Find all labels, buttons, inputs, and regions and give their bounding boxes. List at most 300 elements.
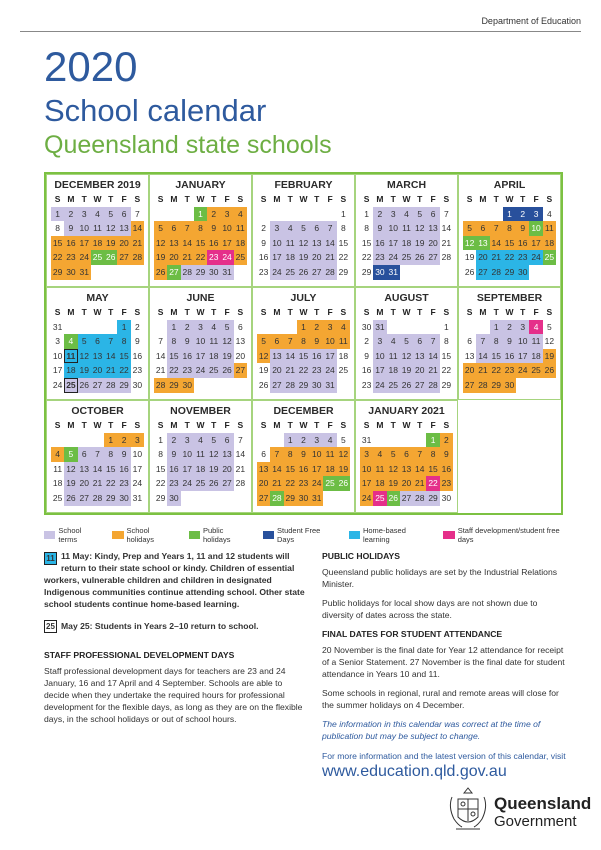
day-cell: 23 — [361, 379, 372, 390]
day-cell: 13 — [235, 336, 246, 347]
day-cell: 28 — [235, 478, 246, 489]
day-cell: 8 — [167, 334, 180, 349]
day-cell: 4 — [234, 207, 247, 222]
month-days — [257, 192, 350, 280]
weekday-header: T — [390, 194, 396, 204]
weekday-header: S — [54, 194, 61, 204]
day-cell: 29 — [51, 265, 64, 280]
day-cell: 18 — [543, 236, 556, 251]
day-cell: 5 — [154, 221, 167, 236]
day-cell: 28 — [284, 378, 297, 393]
day-cell: 12 — [463, 236, 476, 251]
day-cell: 27 — [310, 265, 323, 280]
day-cell: 26 — [78, 378, 91, 393]
day-cell: 11 — [234, 221, 247, 236]
day-cell: 10 — [220, 221, 233, 236]
day-cell: 28 — [441, 252, 452, 263]
day-cell: 15 — [297, 349, 310, 364]
month-days — [51, 418, 144, 506]
day-cell: 1 — [284, 433, 297, 448]
day-cell: 14 — [476, 349, 489, 364]
day-cell: 18 — [91, 236, 104, 251]
day-cell: 13 — [78, 462, 91, 477]
day-cell: 14 — [235, 449, 246, 460]
day-cell: 23 — [132, 365, 143, 376]
day-cell: 7 — [158, 336, 163, 347]
empty-cell — [284, 320, 297, 335]
weekday-header: T — [520, 194, 526, 204]
day-cell: 24 — [387, 250, 400, 265]
day-cell: 2 — [64, 207, 77, 222]
month-december-2019 — [46, 174, 149, 287]
day-cell: 7 — [270, 447, 283, 462]
day-cell: 26 — [337, 476, 350, 491]
day-cell: 30 — [310, 378, 323, 393]
day-cell: 8 — [284, 447, 297, 462]
month-days — [360, 305, 453, 393]
day-cell: 30 — [361, 321, 372, 332]
day-cell: 27 — [426, 250, 439, 265]
day-cell: 16 — [516, 236, 529, 251]
day-cell: 24 — [373, 378, 386, 393]
day-cell: 5 — [546, 321, 552, 332]
day-cell: 18 — [338, 350, 349, 361]
day-cell: 25 — [373, 491, 386, 506]
day-cell: 10 — [194, 334, 207, 349]
day-cell: 8 — [104, 447, 117, 462]
weekday-header: W — [299, 420, 308, 430]
day-cell: 9 — [207, 221, 220, 236]
day-cell: 26 — [258, 379, 269, 390]
day-cell: 16 — [440, 462, 453, 477]
day-cell: 23 — [167, 476, 180, 491]
day-cell: 23 — [297, 476, 310, 491]
empty-cell — [284, 207, 297, 222]
day-cell: 18 — [234, 236, 247, 251]
weekday-header: T — [390, 307, 396, 317]
day-cell: 12 — [413, 221, 426, 236]
day-cell: 27 — [117, 250, 130, 265]
day-cell: 18 — [64, 363, 77, 378]
day-cell: 6 — [400, 447, 413, 462]
month-june — [149, 287, 252, 400]
day-cell: 26 — [413, 250, 426, 265]
day-cell: 30 — [181, 378, 194, 393]
day-cell: 2 — [503, 320, 516, 335]
legend-label: Student Free Days — [276, 526, 321, 544]
month-days — [360, 192, 453, 280]
weekday-header: M — [170, 194, 178, 204]
day-cell: 2 — [297, 433, 310, 448]
weekday-header: T — [417, 420, 423, 430]
day-cell: 15 — [490, 349, 503, 364]
day-cell: 6 — [413, 334, 426, 349]
day-cell: 19 — [78, 363, 91, 378]
weekday-header: T — [287, 420, 293, 430]
day-cell: 20 — [270, 363, 283, 378]
day-cell: 2 — [373, 207, 386, 222]
day-cell: 27 — [476, 265, 489, 280]
day-cell: 22 — [194, 250, 207, 265]
empty-cell — [463, 320, 476, 335]
day-cell: 23 — [258, 266, 269, 277]
day-cell: 17 — [516, 349, 529, 364]
empty-cell — [310, 207, 323, 222]
day-cell: 27 — [413, 378, 426, 393]
day-cell: 5 — [220, 320, 233, 335]
day-cell: 31 — [52, 321, 63, 332]
day-cell: 22 — [104, 476, 117, 491]
day-cell: 23 — [181, 363, 194, 378]
day-cell: 22 — [155, 478, 166, 489]
day-cell: 6 — [270, 334, 283, 349]
day-cell: 13 — [476, 236, 489, 251]
weekday-header: S — [157, 194, 164, 204]
day-cell: 5 — [78, 334, 91, 349]
day-cell: 5 — [297, 221, 310, 236]
weekday-header: F — [327, 420, 333, 430]
day-cell: 4 — [400, 207, 413, 222]
day-cell: 26 — [64, 491, 77, 506]
day-cell: 5 — [400, 334, 413, 349]
title-main: School calendar — [44, 93, 267, 128]
disclaimer-text: The information in this calendar was correct at the time of publication but may be subject to change. — [322, 719, 541, 741]
logo-line-1: Queensland — [494, 794, 592, 813]
day-cell: 21 — [235, 463, 246, 474]
day-cell: 21 — [426, 363, 439, 378]
day-cell: 7 — [413, 447, 426, 462]
weekday-header: T — [390, 420, 396, 430]
day-cell: 16 — [297, 462, 310, 477]
day-cell: 10 — [373, 349, 386, 364]
day-cell: 6 — [78, 447, 91, 462]
day-cell: 27 — [270, 378, 283, 393]
weekday-header: W — [196, 420, 205, 430]
day-cell: 14 — [284, 349, 297, 364]
empty-cell — [463, 207, 476, 222]
day-cell: 30 — [64, 265, 77, 280]
weekday-header: S — [134, 307, 141, 317]
month-days — [360, 418, 453, 506]
weekday-header: T — [108, 420, 114, 430]
weekday-header: S — [546, 307, 553, 317]
day-cell: 20 — [463, 363, 476, 378]
legend-label: School terms — [58, 526, 82, 544]
day-cell: 21 — [131, 236, 144, 251]
day-cell: 28 — [270, 491, 283, 506]
day-cell: 15 — [338, 237, 349, 248]
legend-label: Staff development/student free days — [457, 526, 560, 544]
day-cell: 29 — [104, 491, 117, 506]
day-cell: 18 — [323, 462, 336, 477]
weekday-header: T — [314, 194, 320, 204]
day-cell: 7 — [284, 334, 297, 349]
day-cell: 19 — [337, 462, 350, 477]
day-cell: 10 — [323, 334, 336, 349]
day-cell: 28 — [104, 378, 117, 393]
empty-month-slot — [458, 400, 561, 513]
day-cell: 23 — [503, 363, 516, 378]
day-cell: 29 — [117, 378, 130, 393]
day-cell: 15 — [426, 462, 439, 477]
day-cell: 12 — [257, 349, 270, 364]
empty-cell — [413, 320, 426, 335]
month-november — [149, 400, 252, 513]
day-cell: 18 — [400, 236, 413, 251]
day-cell: 7 — [91, 447, 104, 462]
day-cell: 25 — [234, 250, 247, 265]
day-cell: 10 — [387, 221, 400, 236]
day-cell: 29 — [490, 378, 503, 393]
department-label: Department of Education — [481, 16, 581, 26]
weekday-header: W — [402, 420, 411, 430]
day-cell: 27 — [257, 491, 270, 506]
day-cell: 25 — [400, 250, 413, 265]
day-cell: 18 — [207, 349, 220, 364]
day-cell: 8 — [364, 223, 369, 234]
day-cell: 19 — [64, 476, 77, 491]
day-cell: 24 — [360, 491, 373, 506]
day-cell: 24 — [78, 250, 91, 265]
day-cell: 26 — [220, 363, 233, 378]
day-cell: 25 — [91, 250, 104, 265]
note-may-11 — [44, 550, 306, 610]
day-cell: 11 — [64, 349, 77, 364]
day-cell: 2 — [117, 433, 130, 448]
legend-swatch — [349, 531, 360, 539]
day-cell: 30 — [167, 491, 180, 506]
day-cell: 7 — [426, 334, 439, 349]
day-cell: 7 — [476, 334, 489, 349]
notes-column — [44, 550, 306, 725]
day-cell: 5 — [64, 447, 77, 462]
day-cell: 23 — [207, 250, 220, 265]
day-cell: 22 — [361, 252, 372, 263]
weekday-header: T — [287, 307, 293, 317]
day-cell: 11 — [543, 221, 556, 236]
day-cell: 4 — [337, 320, 350, 335]
day-cell: 3 — [323, 320, 336, 335]
day-cell: 26 — [297, 265, 310, 280]
day-cell: 10 — [360, 462, 373, 477]
month-may — [46, 287, 149, 400]
day-cell: 5 — [387, 447, 400, 462]
day-cell: 1 — [158, 434, 163, 445]
weekday-header: T — [314, 307, 320, 317]
day-cell: 18 — [373, 476, 386, 491]
day-cell: 12 — [220, 334, 233, 349]
day-cell: 18 — [529, 349, 542, 364]
public-holidays-text-1: Queensland public holidays are set by the Industrial Relations Minister. — [322, 567, 558, 589]
day-cell: 17 — [220, 236, 233, 251]
day-cell: 2 — [516, 207, 529, 222]
day-cell: 8 — [117, 334, 130, 349]
day-cell: 13 — [257, 462, 270, 477]
day-cell: 31 — [323, 378, 336, 393]
day-cell: 14 — [91, 462, 104, 477]
day-cell: 27 — [220, 476, 233, 491]
weekday-header: S — [134, 194, 141, 204]
website-link[interactable]: www.education.qld.gov.au — [322, 763, 507, 780]
day-cell: 31 — [373, 320, 386, 335]
empty-cell — [91, 433, 104, 448]
weekday-header: S — [260, 307, 267, 317]
day-cell: 21 — [155, 365, 166, 376]
empty-cell — [154, 207, 167, 222]
day-cell: 21 — [270, 476, 283, 491]
day-cell: 25 — [323, 476, 336, 491]
weekday-header: S — [466, 194, 473, 204]
day-cell: 20 — [91, 363, 104, 378]
info-column — [322, 550, 567, 778]
month-october — [46, 400, 149, 513]
weekday-header: T — [184, 194, 190, 204]
month-days — [51, 305, 144, 393]
month-name: AUGUST — [384, 292, 429, 304]
day-cell: 8 — [443, 336, 449, 347]
day-cell: 14 — [490, 236, 503, 251]
day-cell: 30 — [503, 378, 516, 393]
weekday-header: S — [157, 420, 164, 430]
day-cell: 24 — [529, 250, 542, 265]
note-box-25: 25 — [44, 620, 57, 633]
day-cell: 20 — [426, 236, 439, 251]
day-cell: 7 — [104, 334, 117, 349]
day-cell: 26 — [154, 265, 167, 280]
day-cell: 31 — [220, 265, 233, 280]
empty-cell — [387, 320, 400, 335]
day-cell: 21 — [91, 476, 104, 491]
day-cell: 24 — [132, 478, 143, 489]
day-cell: 17 — [310, 462, 323, 477]
day-cell: 4 — [64, 334, 77, 349]
day-cell: 1 — [297, 320, 310, 335]
legend-item — [44, 526, 100, 544]
empty-cell — [373, 433, 386, 448]
day-cell: 10 — [529, 221, 542, 236]
weekday-header: S — [340, 307, 347, 317]
day-cell: 4 — [373, 447, 386, 462]
day-cell: 14 — [131, 221, 144, 236]
day-cell: 16 — [64, 236, 77, 251]
day-cell: 5 — [104, 207, 117, 222]
weekday-header: S — [237, 307, 244, 317]
day-cell: 22 — [117, 363, 130, 378]
day-cell: 9 — [64, 221, 77, 236]
empty-cell — [257, 320, 270, 335]
day-cell: 25 — [52, 492, 63, 503]
day-cell: 16 — [181, 349, 194, 364]
day-cell: 1 — [364, 208, 369, 219]
weekday-header: M — [273, 307, 281, 317]
day-cell: 21 — [476, 363, 489, 378]
public-holidays-text-2: Public holidays for local show days are not shown due to diversity of dates across the state. — [322, 598, 538, 620]
weekday-header: S — [363, 420, 370, 430]
month-days — [463, 305, 556, 393]
day-cell: 24 — [181, 476, 194, 491]
day-cell: 25 — [387, 378, 400, 393]
day-cell: 4 — [529, 320, 542, 335]
day-cell: 3 — [360, 447, 373, 462]
day-cell: 5 — [463, 221, 476, 236]
weekday-header: W — [93, 194, 102, 204]
weekday-header: M — [273, 420, 281, 430]
day-cell: 20 — [167, 250, 180, 265]
day-cell: 1 — [104, 433, 117, 448]
day-cell: 30 — [297, 491, 310, 506]
day-cell: 4 — [207, 320, 220, 335]
day-cell: 3 — [220, 207, 233, 222]
empty-cell — [64, 433, 77, 448]
day-cell: 11 — [387, 349, 400, 364]
more-info-text: For more information and the latest version of this calendar, visit — [322, 751, 566, 761]
day-cell: 20 — [400, 476, 413, 491]
day-cell: 3 — [529, 207, 542, 222]
day-cell: 29 — [361, 266, 372, 277]
day-cell: 20 — [117, 236, 130, 251]
day-cell: 7 — [490, 221, 503, 236]
legend — [44, 526, 584, 544]
day-cell: 3 — [78, 207, 91, 222]
day-cell: 10 — [52, 350, 63, 361]
day-cell: 16 — [361, 365, 372, 376]
day-cell: 3 — [131, 433, 144, 448]
day-cell: 13 — [167, 236, 180, 251]
day-cell: 3 — [310, 433, 323, 448]
day-cell: 14 — [155, 350, 166, 361]
empty-cell — [323, 207, 336, 222]
day-cell: 29 — [297, 378, 310, 393]
weekday-header: S — [260, 420, 267, 430]
weekday-header: S — [54, 420, 61, 430]
day-cell: 7 — [181, 221, 194, 236]
day-cell: 3 — [194, 320, 207, 335]
weekday-header: M — [273, 194, 281, 204]
day-cell: 26 — [400, 378, 413, 393]
legend-label: Public holidays — [202, 526, 231, 544]
day-cell: 6 — [117, 207, 130, 222]
day-cell: 29 — [167, 378, 180, 393]
final-dates-heading: FINAL DATES FOR STUDENT ATTENDANCE — [322, 629, 503, 639]
day-cell: 15 — [194, 236, 207, 251]
day-cell: 12 — [337, 447, 350, 462]
weekday-header: F — [224, 420, 230, 430]
day-cell: 6 — [237, 321, 243, 332]
day-cell: 27 — [167, 265, 180, 280]
day-cell: 29 — [194, 265, 207, 280]
day-cell: 17 — [270, 250, 283, 265]
day-cell: 3 — [387, 207, 400, 222]
day-cell: 25 — [284, 265, 297, 280]
day-cell: 16 — [373, 236, 386, 251]
day-cell: 3 — [373, 334, 386, 349]
empty-cell — [104, 320, 117, 335]
title-year: 2020 — [44, 43, 138, 90]
weekday-header: S — [237, 420, 244, 430]
month-name: JANUARY — [175, 179, 226, 191]
empty-cell — [64, 320, 77, 335]
weekday-header: M — [170, 307, 178, 317]
day-cell: 14 — [270, 462, 283, 477]
day-cell: 9 — [364, 350, 369, 361]
day-cell: 28 — [476, 378, 489, 393]
day-cell: 9 — [310, 334, 323, 349]
day-cell: 27 — [463, 378, 476, 393]
day-cell: 30 — [132, 379, 143, 390]
note-may-11-text: 11 May: Kindy, Prep and Years 1, 11 and 12 students will return to their state school or kindy. Children of essential workers, vulnerable children and children in designated Indigenous communities continue attending school. Other state school students continue home-based learning. — [44, 551, 305, 609]
day-cell: 5 — [257, 334, 270, 349]
day-cell: 20 — [78, 476, 91, 491]
